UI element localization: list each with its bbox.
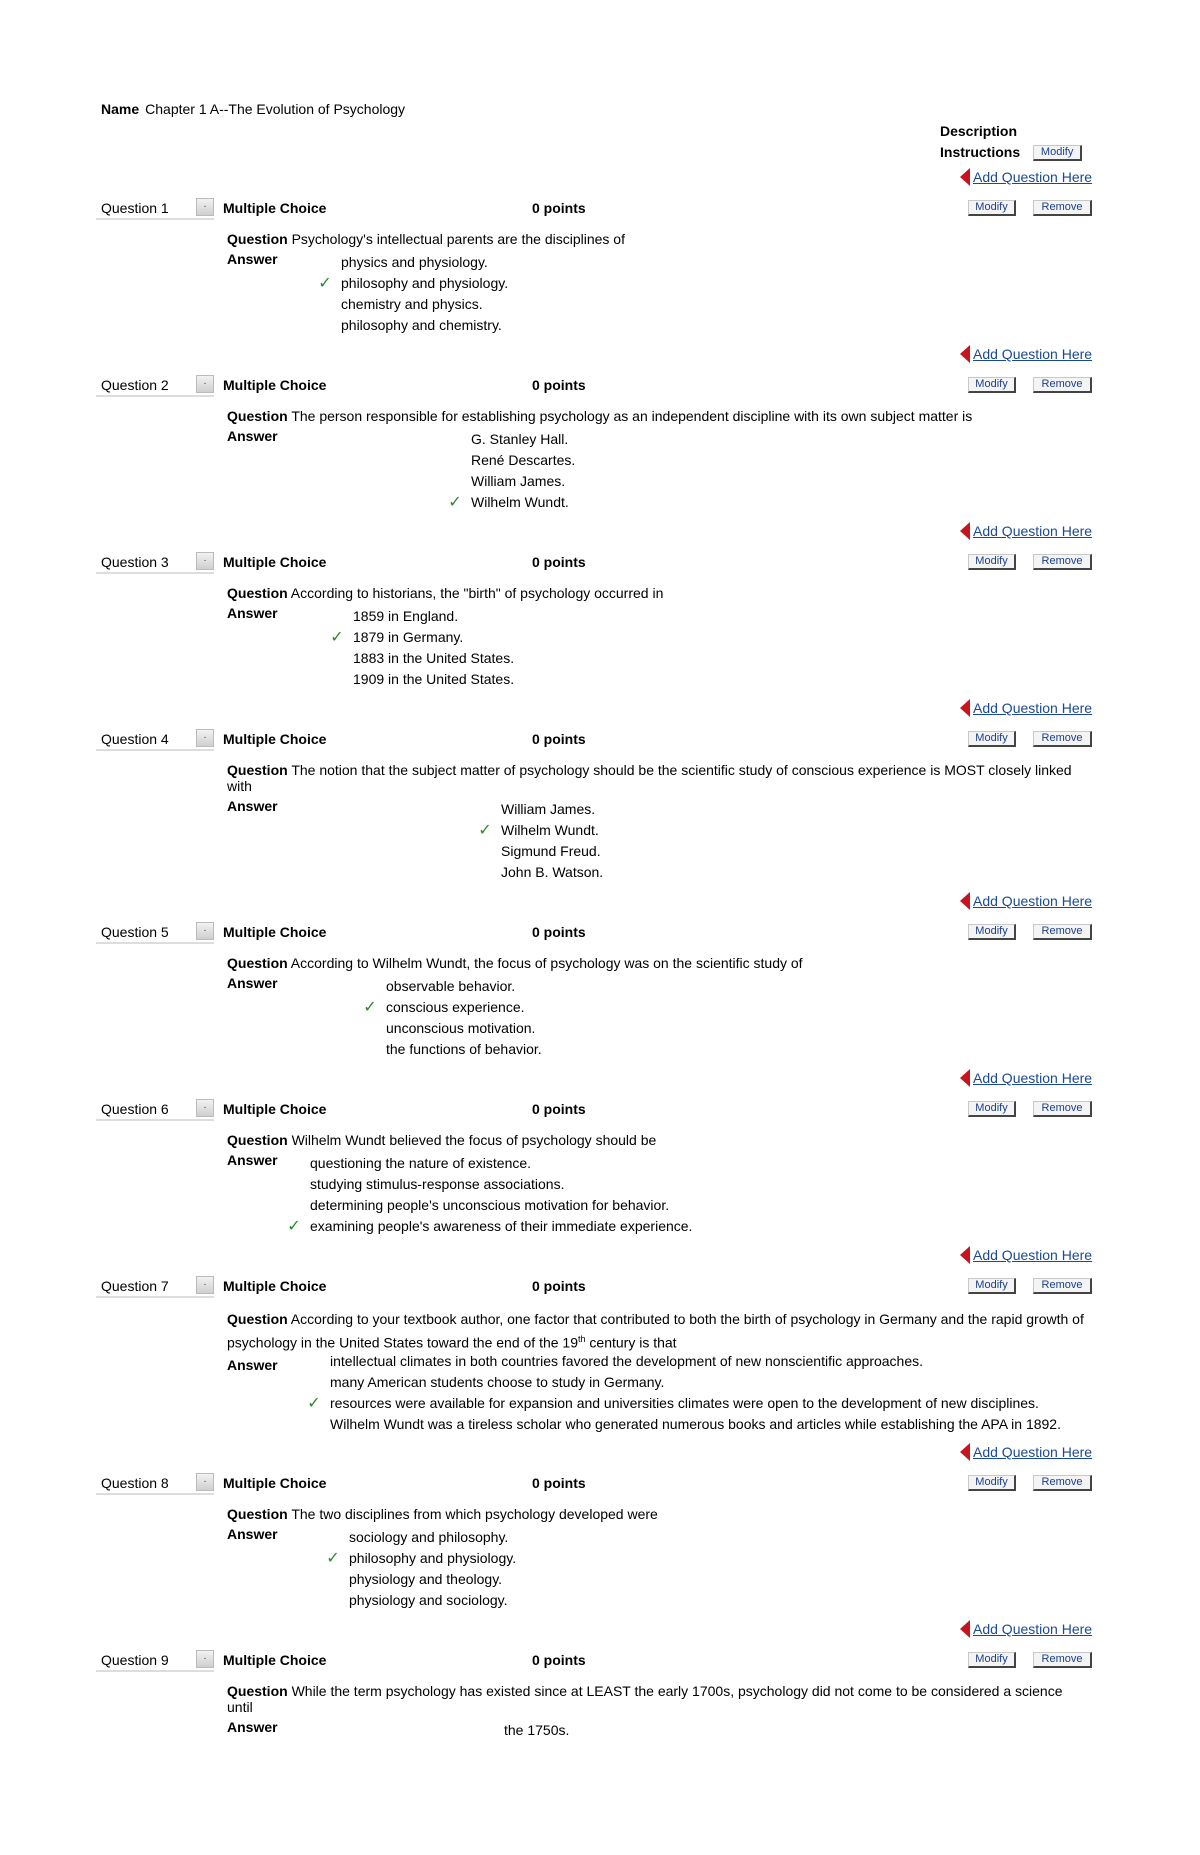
remove-button[interactable]: Remove — [1033, 1652, 1092, 1668]
description-label: Description — [940, 123, 1018, 139]
answer-option: René Descartes. — [471, 452, 576, 468]
question-text-content: According to Wilhelm Wundt, the focus of psychology was on the scientific study of — [290, 955, 803, 971]
question-label: Question — [227, 585, 288, 601]
question-points: 0 points — [532, 924, 586, 940]
answer-option: philosophy and chemistry. — [341, 317, 502, 333]
remove-button[interactable]: Remove — [1033, 924, 1092, 940]
add-question-text[interactable]: Add Question Here — [973, 1444, 1093, 1460]
add-question-link-5[interactable] — [960, 892, 1092, 910]
question-menu-button[interactable]: · — [196, 1099, 214, 1117]
modify-button[interactable]: Modify — [968, 1652, 1016, 1668]
question-header — [96, 375, 1100, 397]
add-question-text[interactable]: Add Question Here — [973, 523, 1093, 539]
question-number-cell — [96, 198, 214, 220]
question-header — [96, 729, 1100, 751]
question-number-cell — [96, 1099, 214, 1121]
question-label: Question — [227, 955, 288, 971]
question-label: Question — [227, 231, 288, 247]
question-body — [227, 762, 1087, 814]
add-arrow-icon — [960, 522, 970, 540]
answer-label: Answer — [227, 798, 278, 814]
question-number: Question 6 — [101, 1101, 169, 1117]
answer-label: Answer — [227, 1356, 278, 1373]
modify-button[interactable]: Modify — [968, 924, 1016, 940]
answer-option: William James. — [501, 801, 596, 817]
question-text-content: While the term psychology has existed since at LEAST the early 1700s, psychology did not come to be considered a science until — [227, 1683, 1063, 1715]
instructions-label: Instructions — [940, 144, 1021, 160]
question-type: Multiple Choice — [223, 1652, 327, 1668]
question-body — [227, 1683, 1087, 1735]
remove-button[interactable]: Remove — [1033, 554, 1092, 570]
question-type: Multiple Choice — [223, 731, 327, 747]
modify-button[interactable]: Modify — [968, 1475, 1016, 1491]
question-text — [227, 762, 1087, 794]
question-text — [227, 408, 1087, 424]
answer-option: ✓ resources were available for expansion and universities climates were open to the development of new disciplines. — [330, 1393, 1061, 1414]
question-text-content: According to historians, the "birth" of psychology occurred in — [290, 585, 664, 601]
add-arrow-icon — [960, 345, 970, 363]
modify-button[interactable]: Modify — [968, 200, 1016, 216]
answer-list — [478, 799, 604, 883]
modify-button[interactable]: Modify — [968, 1278, 1016, 1294]
question-text-content: The person responsible for establishing psychology as an independent discipline with its own subject matter is — [291, 408, 973, 424]
question-number: Question 8 — [101, 1475, 169, 1491]
answer-option: many American students choose to study in Germany. — [330, 1374, 665, 1390]
add-arrow-icon — [960, 1069, 970, 1087]
question-body — [227, 955, 1087, 991]
question-text — [227, 955, 1087, 971]
answer-option: William James. — [471, 473, 566, 489]
answer-label: Answer — [227, 975, 278, 991]
description-block — [940, 121, 1082, 163]
answer-list — [330, 606, 515, 690]
add-question-text[interactable]: Add Question Here — [973, 1621, 1093, 1637]
question-number-cell — [96, 1473, 214, 1495]
answer-option: physiology and theology. — [349, 1571, 503, 1587]
correct-check-icon: ✓ — [363, 999, 377, 1016]
question-number: Question 1 — [101, 200, 169, 216]
question-type: Multiple Choice — [223, 200, 327, 216]
question-label: Question — [227, 1506, 288, 1522]
question-text — [227, 1683, 1087, 1715]
question-points: 0 points — [532, 554, 586, 570]
answer-list — [326, 1527, 517, 1611]
answer-option: Wilhelm Wundt was a tireless scholar who generated numerous books and articles while establishing the APA in 1892. — [330, 1416, 1061, 1432]
question-points: 0 points — [532, 731, 586, 747]
question-header — [96, 1099, 1100, 1121]
answer-option: 1883 in the United States. — [353, 650, 515, 666]
question-menu-button[interactable]: · — [196, 922, 214, 940]
answer-option: ✓ Wilhelm Wundt. — [471, 492, 575, 513]
question-number: Question 5 — [101, 924, 169, 940]
question-points: 0 points — [532, 200, 586, 216]
remove-button[interactable]: Remove — [1033, 1475, 1092, 1491]
answer-list — [307, 1351, 1061, 1435]
answer-option: determining people's unconscious motivation for behavior. — [310, 1197, 670, 1213]
answer-option: 1859 in England. — [353, 608, 459, 624]
answer-option: ✓ philosophy and physiology. — [341, 273, 508, 294]
answer-option: unconscious motivation. — [386, 1020, 536, 1036]
add-arrow-icon — [960, 892, 970, 910]
answer-option: John B. Watson. — [501, 864, 604, 880]
question-points: 0 points — [532, 1652, 586, 1668]
answer-option: questioning the nature of existence. — [310, 1155, 532, 1171]
name-label: Name — [101, 101, 140, 117]
modify-button[interactable]: Modify — [968, 731, 1016, 747]
modify-button[interactable]: Modify — [968, 377, 1016, 393]
question-points: 0 points — [532, 1475, 586, 1491]
question-type: Multiple Choice — [223, 924, 327, 940]
answer-label: Answer — [227, 605, 278, 621]
correct-check-icon: ✓ — [448, 494, 462, 511]
question-menu-button[interactable]: · — [196, 729, 214, 747]
modify-button[interactable]: Modify — [968, 1101, 1016, 1117]
answer-option: chemistry and physics. — [341, 296, 483, 312]
add-question-text[interactable]: Add Question Here — [973, 1247, 1093, 1263]
add-question-text[interactable]: Add Question Here — [973, 893, 1093, 909]
answer-list — [287, 1153, 693, 1237]
question-label: Question — [227, 1683, 288, 1699]
question-number-cell — [96, 1276, 214, 1298]
question-text-content: The two disciplines from which psychology developed were — [291, 1506, 658, 1522]
answer-option: ✓ conscious experience. — [386, 997, 542, 1018]
answer-list — [504, 1720, 569, 1741]
answer-option: G. Stanley Hall. — [471, 431, 569, 447]
answer-list — [448, 429, 576, 513]
question-text-content: According to your textbook author, one factor that contributed to both the birth of psychology in Germany and the rapid growth of psychology in the United States toward the end of the 19 — [227, 1311, 1084, 1351]
answer-label: Answer — [227, 1719, 278, 1735]
remove-button[interactable]: Remove — [1033, 200, 1092, 216]
correct-check-icon: ✓ — [326, 1550, 340, 1567]
question-number: Question 3 — [101, 554, 169, 570]
question-header — [96, 198, 1100, 220]
answer-option: Sigmund Freud. — [501, 843, 601, 859]
answer-label: Answer — [227, 1526, 278, 1542]
question-header — [96, 1473, 1100, 1495]
add-question-text[interactable]: Add Question Here — [973, 169, 1093, 185]
assessment-title: Chapter 1 A--The Evolution of Psychology — [145, 101, 406, 117]
question-text — [227, 231, 1087, 247]
question-text — [227, 1506, 1087, 1522]
question-menu-button[interactable]: · — [196, 1276, 214, 1294]
question-type: Multiple Choice — [223, 377, 327, 393]
answer-option: ✓ examining people's awareness of their immediate experience. — [310, 1216, 692, 1237]
question-label: Question — [227, 1311, 288, 1327]
question-type: Multiple Choice — [223, 554, 327, 570]
correct-check-icon: ✓ — [318, 275, 332, 292]
answer-label: Answer — [227, 1152, 278, 1168]
question-label: Question — [227, 408, 288, 424]
question-text — [227, 1132, 1087, 1148]
add-question-link-2[interactable] — [960, 345, 1092, 363]
answer-option: intellectual climates in both countries favored the development of new nonscientific approaches. — [330, 1353, 924, 1369]
add-question-link-9[interactable] — [960, 1620, 1092, 1638]
question-points: 0 points — [532, 1278, 586, 1294]
question-body — [227, 408, 1087, 444]
answer-label: Answer — [227, 428, 278, 444]
question-number-cell — [96, 375, 214, 397]
answer-option: studying stimulus-response associations. — [310, 1176, 565, 1192]
add-question-link-6[interactable] — [960, 1069, 1092, 1087]
add-question-link-7[interactable] — [960, 1246, 1092, 1264]
question-menu-button[interactable]: · — [196, 552, 214, 570]
answer-option: ✓ philosophy and physiology. — [349, 1548, 516, 1569]
correct-check-icon: ✓ — [330, 629, 344, 646]
remove-button[interactable]: Remove — [1033, 1278, 1092, 1294]
instructions-modify-button[interactable]: Modify — [1033, 145, 1082, 161]
remove-button[interactable]: Remove — [1033, 731, 1092, 747]
add-question-link-4[interactable] — [960, 699, 1092, 717]
question-points: 0 points — [532, 377, 586, 393]
question-header — [96, 922, 1100, 944]
assessment-name-row — [101, 101, 405, 117]
correct-check-icon: ✓ — [307, 1395, 321, 1412]
question-number: Question 7 — [101, 1278, 169, 1294]
question-header — [96, 1276, 1100, 1298]
answer-option: physics and physiology. — [341, 254, 488, 270]
add-question-text[interactable]: Add Question Here — [973, 346, 1093, 362]
add-question-link-3[interactable] — [960, 522, 1092, 540]
correct-check-icon: ✓ — [478, 822, 492, 839]
question-type: Multiple Choice — [223, 1101, 327, 1117]
add-arrow-icon — [960, 1246, 970, 1264]
add-arrow-icon — [960, 168, 970, 186]
add-question-link-8[interactable] — [960, 1443, 1092, 1461]
question-text — [227, 585, 1087, 601]
question-number-cell — [96, 552, 214, 574]
remove-button[interactable]: Remove — [1033, 377, 1092, 393]
question-text-content: The notion that the subject matter of psychology should be the scientific study of conscious experience is MOST closely linked with — [227, 762, 1072, 794]
answer-list — [363, 976, 542, 1060]
question-text — [227, 1309, 1087, 1353]
add-question-text[interactable]: Add Question Here — [973, 1070, 1093, 1086]
answer-option: the functions of behavior. — [386, 1041, 542, 1057]
question-text-content: Psychology's intellectual parents are the disciplines of — [291, 231, 625, 247]
question-number: Question 4 — [101, 731, 169, 747]
question-text-content: Wilhelm Wundt believed the focus of psychology should be — [291, 1132, 657, 1148]
answer-list — [318, 252, 509, 336]
answer-option: ✓ 1879 in Germany. — [353, 627, 514, 648]
question-number: Question 2 — [101, 377, 169, 393]
question-text-content-end: century is that — [585, 1334, 677, 1351]
superscript: th — [578, 1334, 586, 1344]
add-question-link-1[interactable] — [960, 168, 1092, 186]
question-header — [96, 1650, 1100, 1672]
answer-option: physiology and sociology. — [349, 1592, 508, 1608]
question-menu-button[interactable]: · — [196, 375, 214, 393]
question-label: Question — [227, 1132, 288, 1148]
question-menu-button[interactable]: · — [196, 1650, 214, 1668]
question-label: Question — [227, 762, 288, 778]
question-number-cell — [96, 1650, 214, 1672]
modify-button[interactable]: Modify — [968, 554, 1016, 570]
question-number: Question 9 — [101, 1652, 169, 1668]
answer-option: 1909 in the United States. — [353, 671, 515, 687]
answer-option: observable behavior. — [386, 978, 516, 994]
answer-option: the 1750s. — [504, 1722, 570, 1738]
answer-option: ✓ Wilhelm Wundt. — [501, 820, 603, 841]
question-type: Multiple Choice — [223, 1475, 327, 1491]
add-arrow-icon — [960, 1620, 970, 1638]
question-number-cell — [96, 729, 214, 751]
question-menu-button[interactable]: · — [196, 1473, 214, 1491]
remove-button[interactable]: Remove — [1033, 1101, 1092, 1117]
question-number-cell — [96, 922, 214, 944]
correct-check-icon: ✓ — [287, 1218, 301, 1235]
question-menu-button[interactable]: · — [196, 198, 214, 216]
add-question-text[interactable]: Add Question Here — [973, 700, 1093, 716]
add-arrow-icon — [960, 1443, 970, 1461]
add-arrow-icon — [960, 699, 970, 717]
answer-label: Answer — [227, 251, 278, 267]
answer-option: sociology and philosophy. — [349, 1529, 509, 1545]
question-type: Multiple Choice — [223, 1278, 327, 1294]
question-header — [96, 552, 1100, 574]
question-points: 0 points — [532, 1101, 586, 1117]
